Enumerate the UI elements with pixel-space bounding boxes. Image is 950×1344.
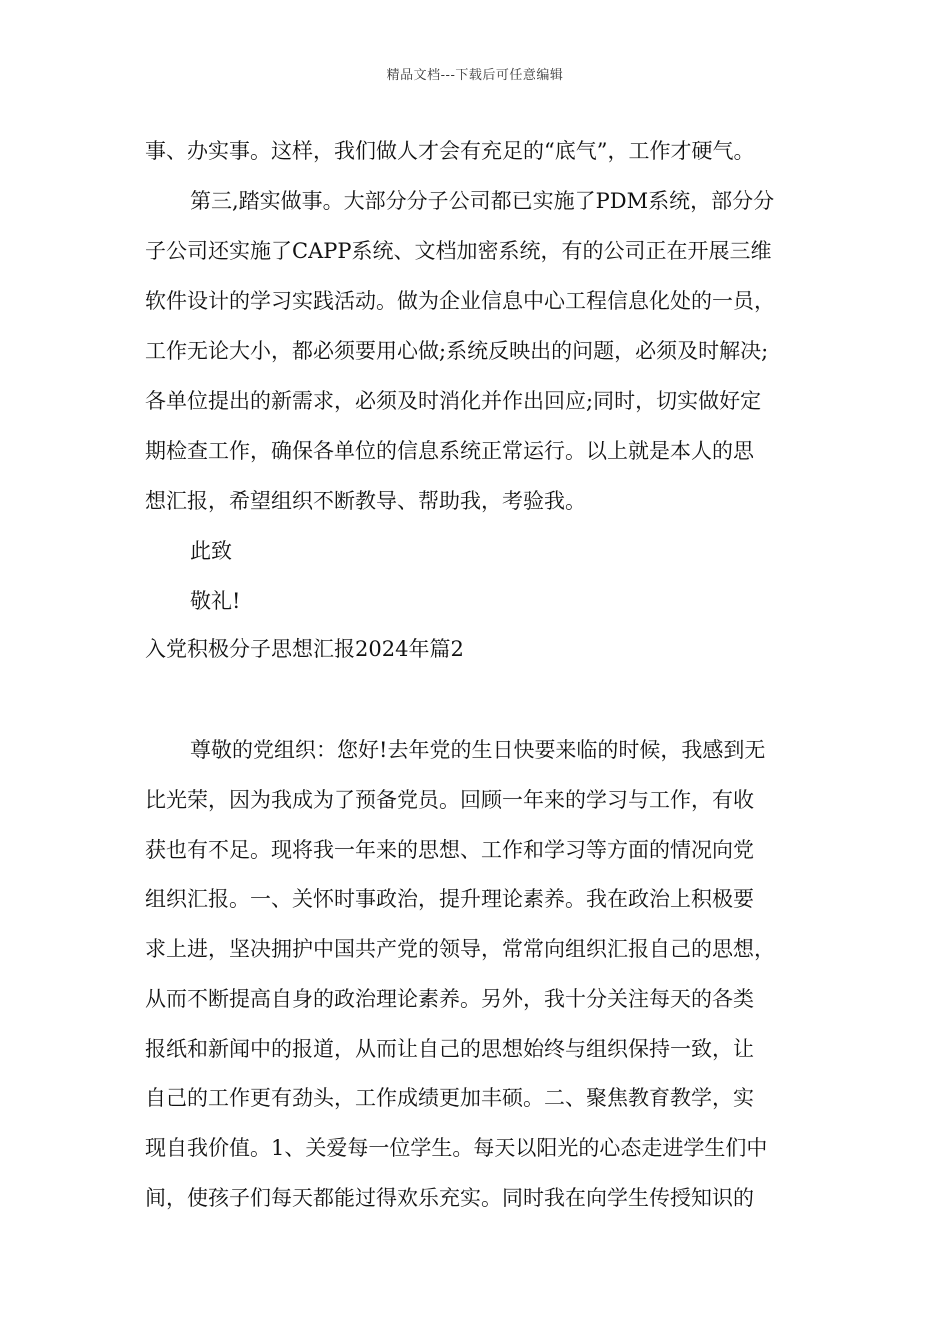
section-title: 入党积极分子思想汇报2024年篇2 [145,637,464,661]
closing-regards: 敬礼! [190,589,241,613]
paragraph-line: 从而不断提高自身的政治理论素养。另外，我十分关注每天的各类 [145,987,754,1011]
paragraph-line: 各单位提出的新需求，必须及时消化并作出回应;同时，切实做好定 [145,389,762,413]
paragraph-line: 现自我价值。1、关爱每一位学生。每天以阳光的心态走进学生们中 [145,1136,768,1160]
paragraph-line: 间，使孩子们每天都能过得欢乐充实。同时我在向学生传授知识的 [145,1186,754,1210]
paragraph-line: 自己的工作更有劲头，工作成绩更加丰硕。二、聚焦教育教学，实 [145,1086,754,1110]
paragraph-line: 比光荣，因为我成为了预备党员。回顾一年来的学习与工作，有收 [145,788,754,812]
paragraph-line: 想汇报，希望组织不断教导、帮助我，考验我。 [145,489,586,513]
paragraph-line: 子公司还实施了CAPP系统、文档加密系统，有的公司正在开展三维 [145,239,772,263]
paragraph-line: 软件设计的学习实践活动。做为企业信息中心工程信息化处的一员， [145,289,775,313]
paragraph-line: 获也有不足。现将我一年来的思想、工作和学习等方面的情况向党 [145,838,754,862]
paragraph-line: 尊敬的党组织：您好!去年党的生日快要来临的时候，我感到无 [190,738,766,762]
page-header: 精品文档---下载后可任意编辑 [386,68,564,83]
paragraph-line: 事、办实事。这样，我们做人才会有充足的“底气”，工作才硬气。 [145,139,755,163]
paragraph-line: 报纸和新闻中的报道，从而让自己的思想始终与组织保持一致，让 [145,1037,754,1061]
paragraph-line: 组织汇报。一、关怀时事政治，提升理论素养。我在政治上积极要 [145,887,754,911]
paragraph-line: 求上进，坚决拥护中国共产党的领导，常常向组织汇报自己的思想， [145,937,775,961]
paragraph-line: 第三,踏实做事。大部分分子公司都已实施了PDM系统，部分分 [190,189,775,213]
paragraph-line: 工作无论大小，都必须要用心做;系统反映出的问题，必须及时解决; [145,339,769,363]
closing-salutation: 此致 [190,539,232,563]
paragraph-line: 期检查工作，确保各单位的信息系统正常运行。以上就是本人的思 [145,439,754,463]
